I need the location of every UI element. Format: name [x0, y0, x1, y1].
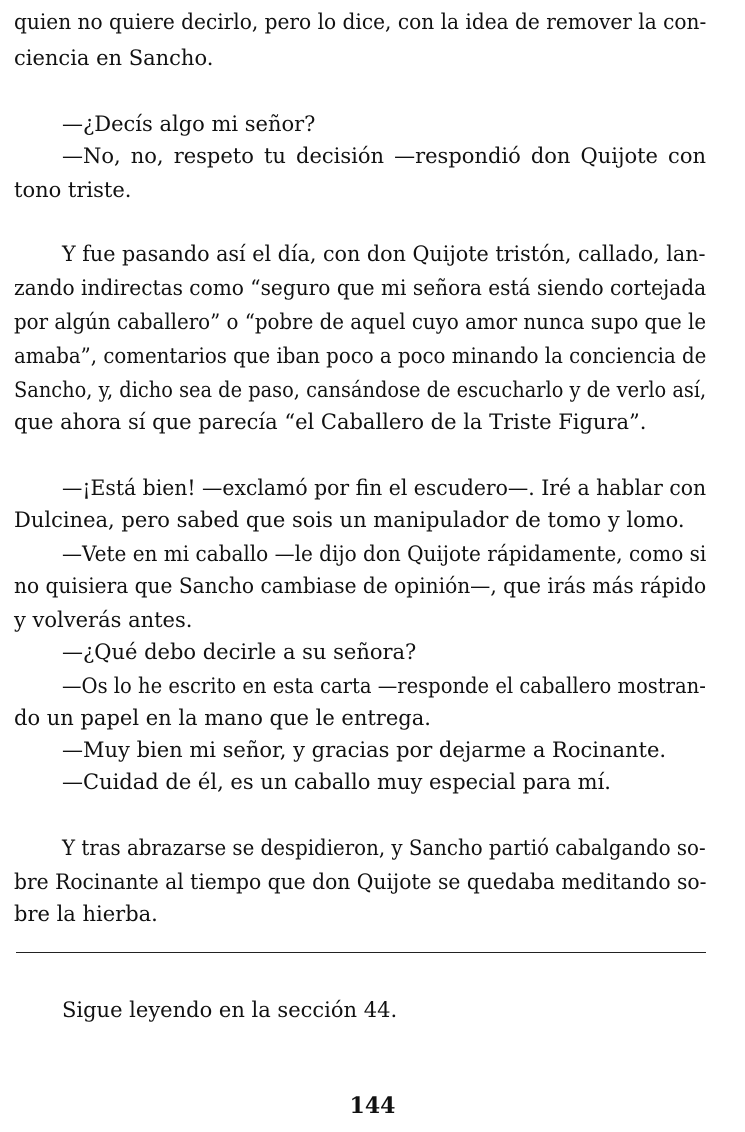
text-line: zando indirectas como “seguro que mi señora está siendo cortejada [14, 276, 707, 300]
text-line: —¡Está bien! —exclamó por fin el escudero—. Iré a hablar con [62, 476, 707, 500]
section-divider [16, 952, 706, 953]
text-line: amaba”, comentarios que iban poco a poco minando la conciencia de [14, 344, 707, 368]
text-line: Sancho, y, dicho sea de paso, cansándose de escucharlo y de verlo así, [14, 378, 707, 402]
text-line: bre la hierba. [14, 902, 158, 926]
text-line: ciencia en Sancho. [14, 46, 214, 70]
text-line: —Os lo he escrito en esta carta —responde el caballero mostran- [62, 674, 706, 698]
text-line: —Cuidad de él, es un caballo muy especial para mí. [62, 770, 611, 794]
text-line: do un papel en la mano que le entrega. [14, 706, 431, 730]
text-line: —¿Decís algo mi señor? [62, 112, 316, 136]
text-line: Y fue pasando así el día, con don Quijote tristón, callado, lan- [62, 242, 706, 266]
text-line: —¿Qué debo decirle a su señora? [62, 640, 417, 664]
next-section-text: Sigue leyendo en la sección 44. [62, 998, 398, 1022]
text-line: Y tras abrazarse se despidieron, y Sancho partió cabalgando so- [62, 836, 706, 860]
text-line: que ahora sí que parecía “el Caballero de la Triste Figura”. [14, 410, 647, 434]
text-line: quien no quiere decirlo, pero lo dice, con la idea de remover la con- [14, 10, 707, 34]
text-line: bre Rocinante al tiempo que don Quijote se quedaba meditando so- [14, 870, 707, 894]
text-line: no quisiera que Sancho cambiase de opinión—, que irás más rápido [14, 574, 707, 598]
text-line: y volverás antes. [14, 608, 193, 632]
text-line: —Muy bien mi señor, y gracias por dejarme a Rocinante. [62, 738, 667, 762]
text-line: —No, no, respeto tu decisión —respondió don Quijote con [62, 144, 706, 168]
text-line: Dulcinea, pero sabed que sois un manipulador de tomo y lomo. [14, 508, 685, 532]
page-number: 144 [349, 1093, 396, 1119]
text-line: tono triste. [14, 178, 132, 202]
text-line: —Vete en mi caballo —le dijo don Quijote rápidamente, como si [62, 542, 707, 566]
text-line: por algún caballero” o “pobre de aquel cuyo amor nunca supo que le [14, 310, 707, 334]
